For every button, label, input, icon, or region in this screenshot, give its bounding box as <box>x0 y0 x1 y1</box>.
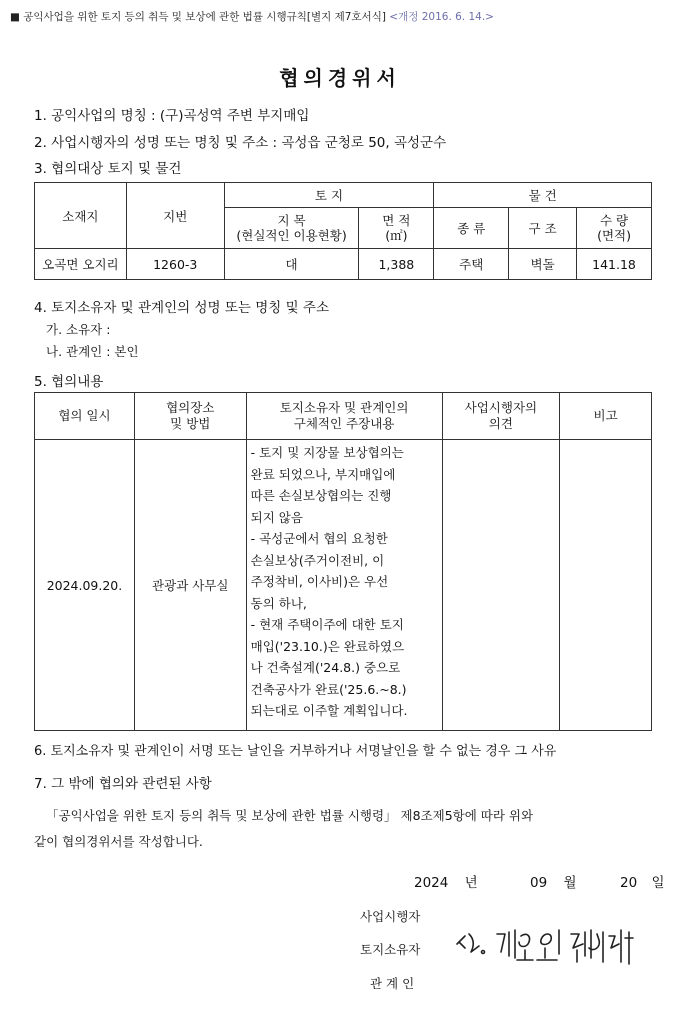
date-month <box>530 871 577 891</box>
date-day-value: 20 <box>620 875 638 891</box>
cell-claim <box>246 440 442 731</box>
claim-line: - 현재 주택이주에 대한 토지 <box>250 617 404 632</box>
cell-quantity: 141.18 <box>577 249 652 280</box>
claim-line: - 토지 및 지장물 보상협의는 <box>250 445 404 460</box>
page-title: 협의경위서 <box>279 66 401 90</box>
form-header-text: ■ 공익사업을 위한 토지 등의 취득 및 보상에 관한 법률 시행규칙[별지 제7호서식] <box>10 11 386 23</box>
claim-line: 되는대로 이주할 계획입니다. <box>250 703 408 718</box>
col-category <box>224 208 359 249</box>
form-header <box>10 9 494 24</box>
cell-category: 대 <box>224 249 359 280</box>
col-area-line1: 면 적 <box>382 213 411 228</box>
item-4-related: 나. 관계인 : 본인 <box>46 344 139 359</box>
claim-line: 매입('23.10.)은 완료하였으 <box>250 638 405 654</box>
col-category-line1: 지 목 <box>277 213 306 228</box>
form-revision: <개정 2016. 6. 14.> <box>389 11 494 23</box>
item-4-owner: 가. 소유자 : <box>46 322 111 337</box>
col-claim <box>246 393 442 440</box>
date-month-unit: 월 <box>563 875 577 891</box>
claim-line: 동의 하나, <box>250 595 307 611</box>
date-year-unit: 년 <box>464 875 478 891</box>
item-6-refusal: 6. 토지소유자 및 관계인이 서명 또는 날인을 거부하거나 서명날인을 할 수 없는 경우 그 사유 <box>34 744 557 759</box>
cell-opinion <box>442 440 560 731</box>
cell-note <box>560 440 652 731</box>
item-3-target: 3. 협의대상 토지 및 물건 <box>34 161 182 177</box>
col-note: 비고 <box>560 393 652 440</box>
col-place <box>134 393 246 440</box>
item-1-project-name: 1. 공익사업의 명칭 : (구)곡성역 주변 부지매입 <box>34 108 310 124</box>
date-year-value: 2024 <box>414 875 449 891</box>
item-5-details: 5. 협의내용 <box>34 374 104 390</box>
cell-lot: 1260-3 <box>126 249 224 280</box>
date-year <box>414 871 478 891</box>
claim-line: 손실보상(주거이전비, 이 <box>250 552 385 568</box>
claim-line: 나 건축설계('24.8.) 중으로 <box>250 660 401 675</box>
claim-line: 따른 손실보상협의는 진행 <box>250 488 392 503</box>
col-opinion-line1: 사업시행자의 <box>464 400 538 415</box>
cell-date: 2024.09.20. <box>35 440 135 731</box>
closing-line-1: 「공익사업을 위한 토지 등의 취득 및 보상에 관한 법률 시행령」 제8조제5항에 따라 위와 <box>46 808 534 823</box>
claim-line: 되지 않음 <box>250 509 303 525</box>
col-opinion <box>442 393 560 440</box>
cell-place: 관광과 사무실 <box>134 440 246 731</box>
col-quantity-line1: 수 량 <box>599 213 629 228</box>
col-quantity <box>577 208 652 249</box>
col-quantity-line2: (면적) <box>597 228 631 243</box>
col-lot: 지번 <box>126 183 224 249</box>
col-goods: 물 건 <box>434 183 652 208</box>
signer-owner: 토지소유자 <box>360 942 421 957</box>
col-opinion-line2: 의견 <box>488 416 513 431</box>
col-type: 종 류 <box>434 208 509 249</box>
claim-line: 완료 되었으나, 부지매입에 <box>250 466 396 482</box>
negotiation-table <box>34 392 652 731</box>
claim-line: - 곡성군에서 협의 요청한 <box>250 531 388 546</box>
item-2-operator: 2. 사업시행자의 성명 또는 명칭 및 주소 : 곡성읍 군청로 50, 곡성군수 <box>34 135 447 151</box>
col-location: 소재지 <box>35 183 127 249</box>
col-claim-line2: 구체적인 주장내용 <box>293 416 395 431</box>
item-7-other: 7. 그 밖에 협의와 관련된 사항 <box>34 776 212 792</box>
signer-related: 관 계 인 <box>370 976 415 991</box>
col-category-line2: (현실적인 이용현황) <box>236 228 347 243</box>
col-place-line1: 협의장소 <box>166 400 215 415</box>
signer-operator: 사업시행자 <box>360 909 421 924</box>
table-row <box>35 440 652 731</box>
col-place-line2: 및 방법 <box>170 416 211 431</box>
closing-line-2: 같이 협의경위서를 작성합니다. <box>34 834 203 849</box>
cell-type: 주택 <box>434 249 509 280</box>
date-day-unit: 일 <box>651 875 665 891</box>
col-date: 협의 일시 <box>35 393 135 440</box>
cell-location: 오곡면 오지리 <box>35 249 127 280</box>
handwritten-signature <box>453 918 653 978</box>
cell-structure: 벽돌 <box>509 249 577 280</box>
col-land: 토 지 <box>224 183 434 208</box>
col-claim-line1: 토지소유자 및 관계인의 <box>279 400 409 415</box>
col-area-line2: (㎡) <box>385 228 408 243</box>
col-structure: 구 조 <box>509 208 577 249</box>
date-month-value: 09 <box>530 875 548 891</box>
claim-line: 주정착비, 이사비)은 우선 <box>250 574 389 589</box>
table-row <box>35 249 652 280</box>
cell-area: 1,388 <box>359 249 434 280</box>
land-goods-table <box>34 182 652 280</box>
date-day <box>620 871 665 891</box>
col-area <box>359 208 434 249</box>
item-4-parties: 4. 토지소유자 및 관계인의 성명 또는 명칭 및 주소 <box>34 300 329 316</box>
claim-line: 건축공사가 완료('25.6.~8.) <box>250 681 407 697</box>
